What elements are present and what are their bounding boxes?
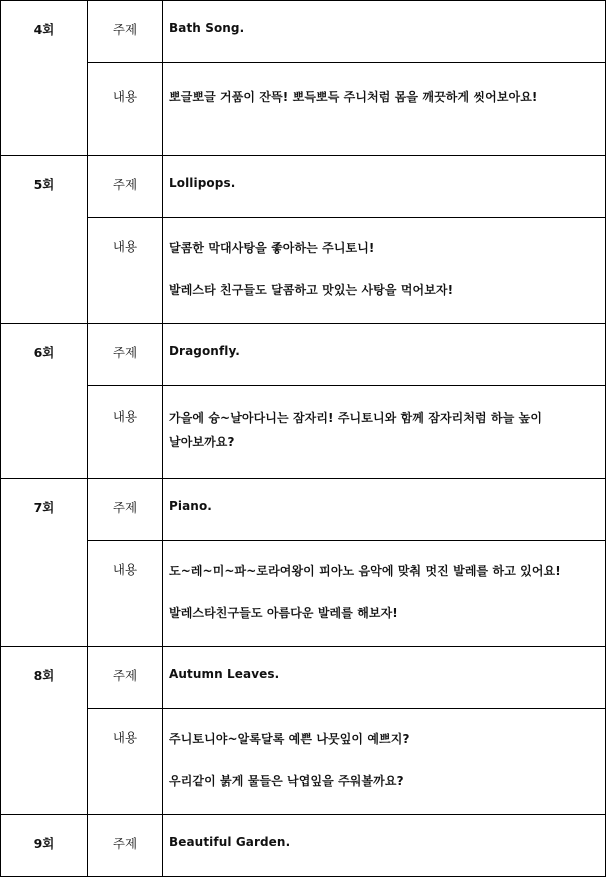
content-line: 우리같이 붉게 물들은 낙엽잎을 주워볼까요? xyxy=(169,774,404,788)
session-number-cell xyxy=(1,324,88,479)
session-number-cell xyxy=(1,479,88,647)
topic-text: Piano. xyxy=(169,499,212,513)
session-number: 8회 xyxy=(33,668,55,683)
topic-label: 주제 xyxy=(112,500,138,515)
topic-text: Bath Song. xyxy=(169,21,245,35)
content-cell xyxy=(163,709,606,815)
content-label: 내용 xyxy=(112,89,138,104)
session-number-cell xyxy=(1,156,88,324)
topic-text: Lollipops. xyxy=(169,176,236,190)
topic-cell xyxy=(163,815,606,877)
session-number: 7회 xyxy=(33,500,55,515)
topic-text: Dragonfly. xyxy=(169,344,240,358)
session-number: 6회 xyxy=(33,345,55,360)
topic-cell xyxy=(163,156,606,218)
content-line: 가을에 슝~날아다니는 잠자리! 주니토니와 함께 잠자리처럼 하늘 높이 xyxy=(169,411,543,425)
content-label: 내용 xyxy=(112,562,138,577)
session-row-content xyxy=(1,386,606,479)
topic-label-cell xyxy=(88,1,163,63)
topic-cell xyxy=(163,647,606,709)
topic-label: 주제 xyxy=(112,668,138,683)
session-number-cell xyxy=(1,647,88,815)
session-row-topic xyxy=(1,1,606,63)
content-label: 내용 xyxy=(112,239,138,254)
session-row-content xyxy=(1,709,606,815)
topic-label: 주제 xyxy=(112,836,138,851)
session-number-cell xyxy=(1,815,88,877)
content-label-cell xyxy=(88,63,163,156)
content-cell xyxy=(163,218,606,324)
session-row-topic xyxy=(1,324,606,386)
content-label-cell xyxy=(88,218,163,324)
content-label: 내용 xyxy=(112,730,138,745)
content-cell xyxy=(163,63,606,156)
content-line: 뽀글뽀글 거품이 잔뜩! 뽀득뽀득 주니처럼 몸을 깨끗하게 씻어보아요! xyxy=(169,90,538,104)
topic-label-cell xyxy=(88,324,163,386)
content-line: 발레스타 친구들도 달콤하고 맛있는 사탕을 먹어보자! xyxy=(169,283,454,297)
session-number: 4회 xyxy=(33,22,55,37)
content-line: 날아보까요? xyxy=(169,435,235,449)
content-line: 도~레~미~파~로라여왕이 피아노 음악에 맞춰 멋진 발레를 하고 있어요! xyxy=(169,564,561,578)
session-row-topic xyxy=(1,156,606,218)
topic-label-cell xyxy=(88,815,163,877)
session-row-topic xyxy=(1,647,606,709)
topic-label-cell xyxy=(88,647,163,709)
session-row-topic xyxy=(1,815,606,877)
topic-label: 주제 xyxy=(112,345,138,360)
session-row-topic xyxy=(1,479,606,541)
topic-text: Beautiful Garden. xyxy=(169,835,291,849)
content-label-cell xyxy=(88,709,163,815)
session-number: 5회 xyxy=(33,177,55,192)
content-label-cell xyxy=(88,386,163,479)
topic-label-cell xyxy=(88,156,163,218)
session-number: 9회 xyxy=(33,836,55,851)
topic-label: 주제 xyxy=(112,177,138,192)
session-row-content xyxy=(1,63,606,156)
topic-cell xyxy=(163,1,606,63)
content-label: 내용 xyxy=(112,409,138,424)
topic-cell xyxy=(163,479,606,541)
content-cell xyxy=(163,386,606,479)
content-line: 발레스타친구들도 아름다운 발레를 해보자! xyxy=(169,606,398,620)
topic-text: Autumn Leaves. xyxy=(169,667,280,681)
session-row-content xyxy=(1,541,606,647)
content-line: 달콤한 막대사탕을 좋아하는 주니토니! xyxy=(169,241,375,255)
topic-label-cell xyxy=(88,479,163,541)
session-number-cell xyxy=(1,1,88,156)
topic-cell xyxy=(163,324,606,386)
session-row-content xyxy=(1,218,606,324)
topic-label: 주제 xyxy=(112,22,138,37)
content-line: 주니토니야~알록달록 예쁜 나뭇잎이 예쁘지? xyxy=(169,732,410,746)
content-label-cell xyxy=(88,541,163,647)
content-cell xyxy=(163,541,606,647)
